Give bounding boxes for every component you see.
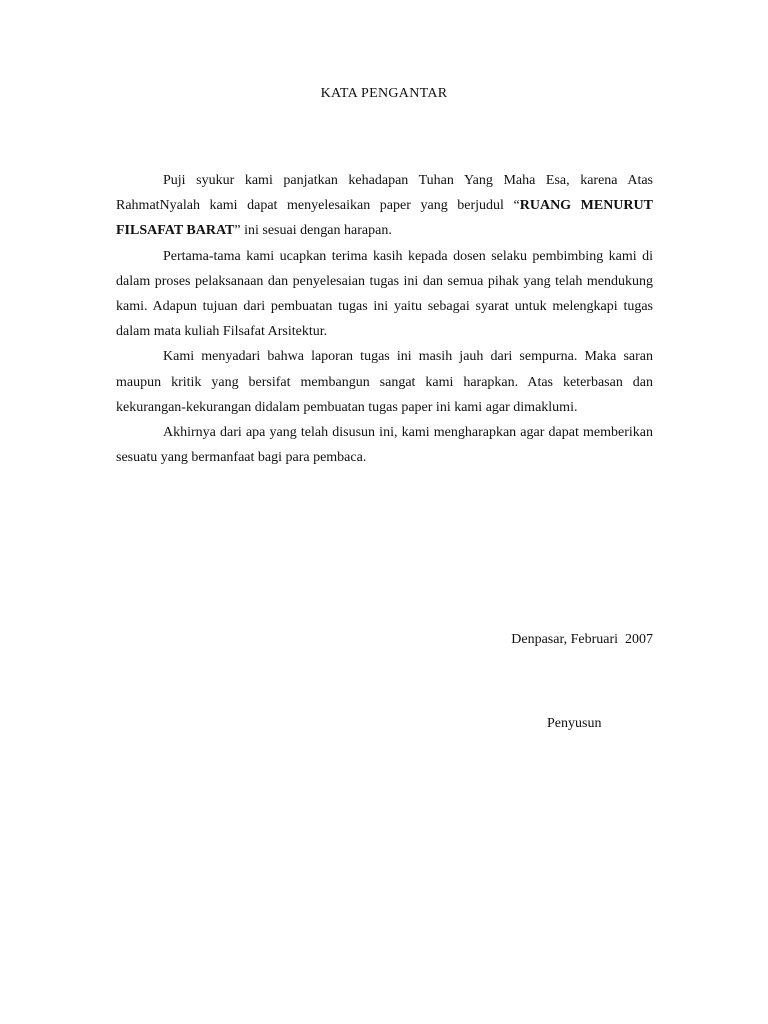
- paragraph-1-text-after: ” ini sesuai dengan harapan.: [234, 223, 392, 239]
- paper-title-bold: RUANG MENURUT FILSAFAT BARAT: [116, 198, 653, 239]
- paragraph-1: [116, 168, 653, 244]
- paragraph-3: Kami menyadari bahwa laporan tugas ini masih jauh dari sempurna. Maka saran maupun kritik yang bersifat membangun sangat kami harapkan. Atas keterbasan dan kekurangan-kekurangan didalam pembuatan tugas paper ini kami agar dimaklumi.: [116, 349, 653, 415]
- paragraph-1-text-before: Puji syukur kami panjatkan kehadapan Tuhan Yang Maha Esa, karena Atas RahmatNyalah kami dapat menyelesaikan paper yang berjudul “: [116, 173, 653, 214]
- paragraph-2: Pertama-tama kami ucapkan terima kasih kepada dosen selaku pembimbing kami di dalam proses pelaksanaan dan penyelesaian tugas ini dan semua pihak yang telah mendukung kami. Adapun tujuan dari pembuatan tugas ini yaitu sebagai syarat untuk melengkapi tugas dalam mata kuliah Filsafat Arsitektur.: [116, 248, 653, 340]
- signer-label: Penyusun: [547, 716, 602, 731]
- place-date: Denpasar, Februari 2007: [511, 632, 653, 647]
- document-body: [116, 168, 653, 470]
- document-title: KATA PENGANTAR: [320, 86, 448, 101]
- paragraph-4: Akhirnya dari apa yang telah disusun ini, kami mengharapkan agar dapat memberikan sesuatu yang bermanfaat bagi para pembaca.: [116, 425, 653, 466]
